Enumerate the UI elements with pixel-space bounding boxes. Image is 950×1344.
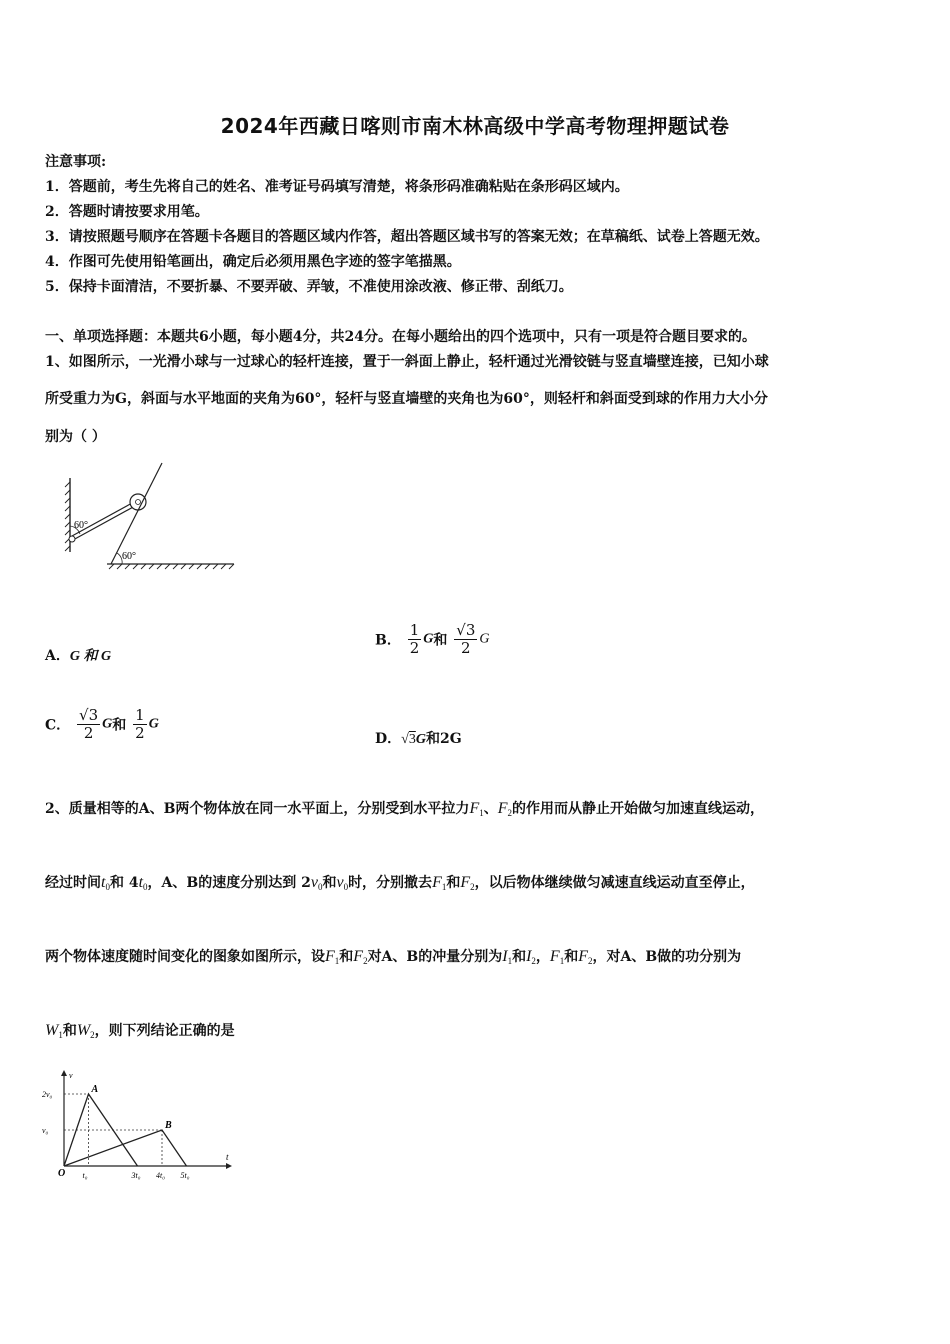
notice-item-1: 1．答题前，考生先将自己的姓名、准考证号码填写清楚，将条形码准确粘贴在条形码区域内。: [45, 179, 629, 195]
fraction: $\frac{√3}{2}$: [456, 621, 476, 657]
x-tick-label: 5t₀: [180, 1171, 190, 1180]
x-axis-arrow: [226, 1163, 232, 1169]
notice-header: 注意事项:: [45, 154, 107, 170]
angle-slope-label: 60°: [122, 551, 136, 562]
x-axis-label: t: [226, 1152, 229, 1162]
q2-line-1: 2、质量相等的A、B两个物体放在同一水平面上，分别受到水平拉力$F_1$、$F_2$的作用而从静止开始做匀加速直线运动，: [45, 800, 764, 818]
page-title: 2024年西藏日喀则市南木林高级中学高考物理押题试卷: [220, 114, 730, 138]
fraction: $\frac{√3}{2}$: [79, 706, 99, 742]
point-label-b: B: [165, 1120, 172, 1131]
y-axis-arrow: [61, 1070, 67, 1076]
y-axis-label: v: [69, 1071, 73, 1080]
q1-line-3: 别为（ ）: [45, 429, 106, 445]
point-label-a: A: [91, 1084, 99, 1095]
y-tick-label: 2v₀: [42, 1090, 53, 1099]
q2-line-4: $W_1$和$W_2$，则下列结论正确的是: [45, 1022, 235, 1040]
option-d[interactable]: D．√3G和2G: [375, 731, 462, 747]
option-b[interactable]: B． $\frac{1}{2}$ G和 $\frac{√3}{2}$ G: [375, 621, 490, 657]
velocity-time-graph: [40, 1068, 240, 1188]
x-tick-label: t₀: [82, 1171, 88, 1180]
fraction: $\frac{1}{2}$: [409, 621, 420, 657]
notice-item-4: 4．作图可先使用铅笔画出，确定后必须用黑色字迹的签字笔描黑。: [45, 254, 461, 270]
origin-label: O: [58, 1168, 66, 1179]
q1-line-1: 1、如图所示，一光滑小球与一过球心的轻杆连接，置于一斜面上静止，轻杆通过光滑铰链与竖直墙壁连接，已知小球: [45, 354, 769, 370]
x-tick-label: 3t₀: [131, 1171, 141, 1180]
notice-item-2: 2．答题时请按要求用笔。: [45, 204, 209, 220]
square-root: √3: [401, 732, 416, 747]
angle-rod-label: 60°: [74, 520, 88, 531]
q2-line-2: 经过时间$t_0$和 $4t_0$，A、B的速度分别达到 $2v_0$和$v_0$时，分别撤去$F_1$和$F_2$，以后物体继续做匀减速直线运动直至停止，: [45, 874, 755, 892]
section-heading: 一、单项选择题：本题共6小题，每小题4分，共24分。在每小题给出的四个选项中，只有一项是符合题目要求的。: [45, 329, 756, 345]
x-tick-label: 4t₀: [156, 1171, 166, 1180]
option-c[interactable]: C． $\frac{√3}{2}$ G和 $\frac{1}{2}$ G: [45, 706, 159, 742]
q2-line-3: 两个物体速度随时间变化的图象如图所示，设$F_1$和$F_2$对A、B的冲量分别为$I_1$和$I_2$，$F_1$和$F_2$，对A、B做的功分别为: [45, 948, 742, 966]
notice-item-3: 3．请按照题号顺序在答题卡各题目的答题区域内作答，超出答题区域书写的答案无效；在草稿纸、试卷上答题无效。: [45, 229, 769, 245]
q1-figure: [62, 460, 242, 575]
fraction: $\frac{1}{2}$: [135, 706, 145, 742]
notice-item-5: 5．保持卡面清洁，不要折暴、不要弄破、弄皱，不准使用涂改液、修正带、刮纸刀。: [45, 279, 573, 295]
y-tick-label: v₀: [42, 1126, 49, 1135]
option-a[interactable]: A．G 和 G: [45, 648, 112, 664]
q1-line-2: 所受重力为G，斜面与水平地面的夹角为60°，轻杆与竖直墙壁的夹角也为60°，则轻杆和斜面受到球的作用力大小分: [45, 391, 768, 407]
